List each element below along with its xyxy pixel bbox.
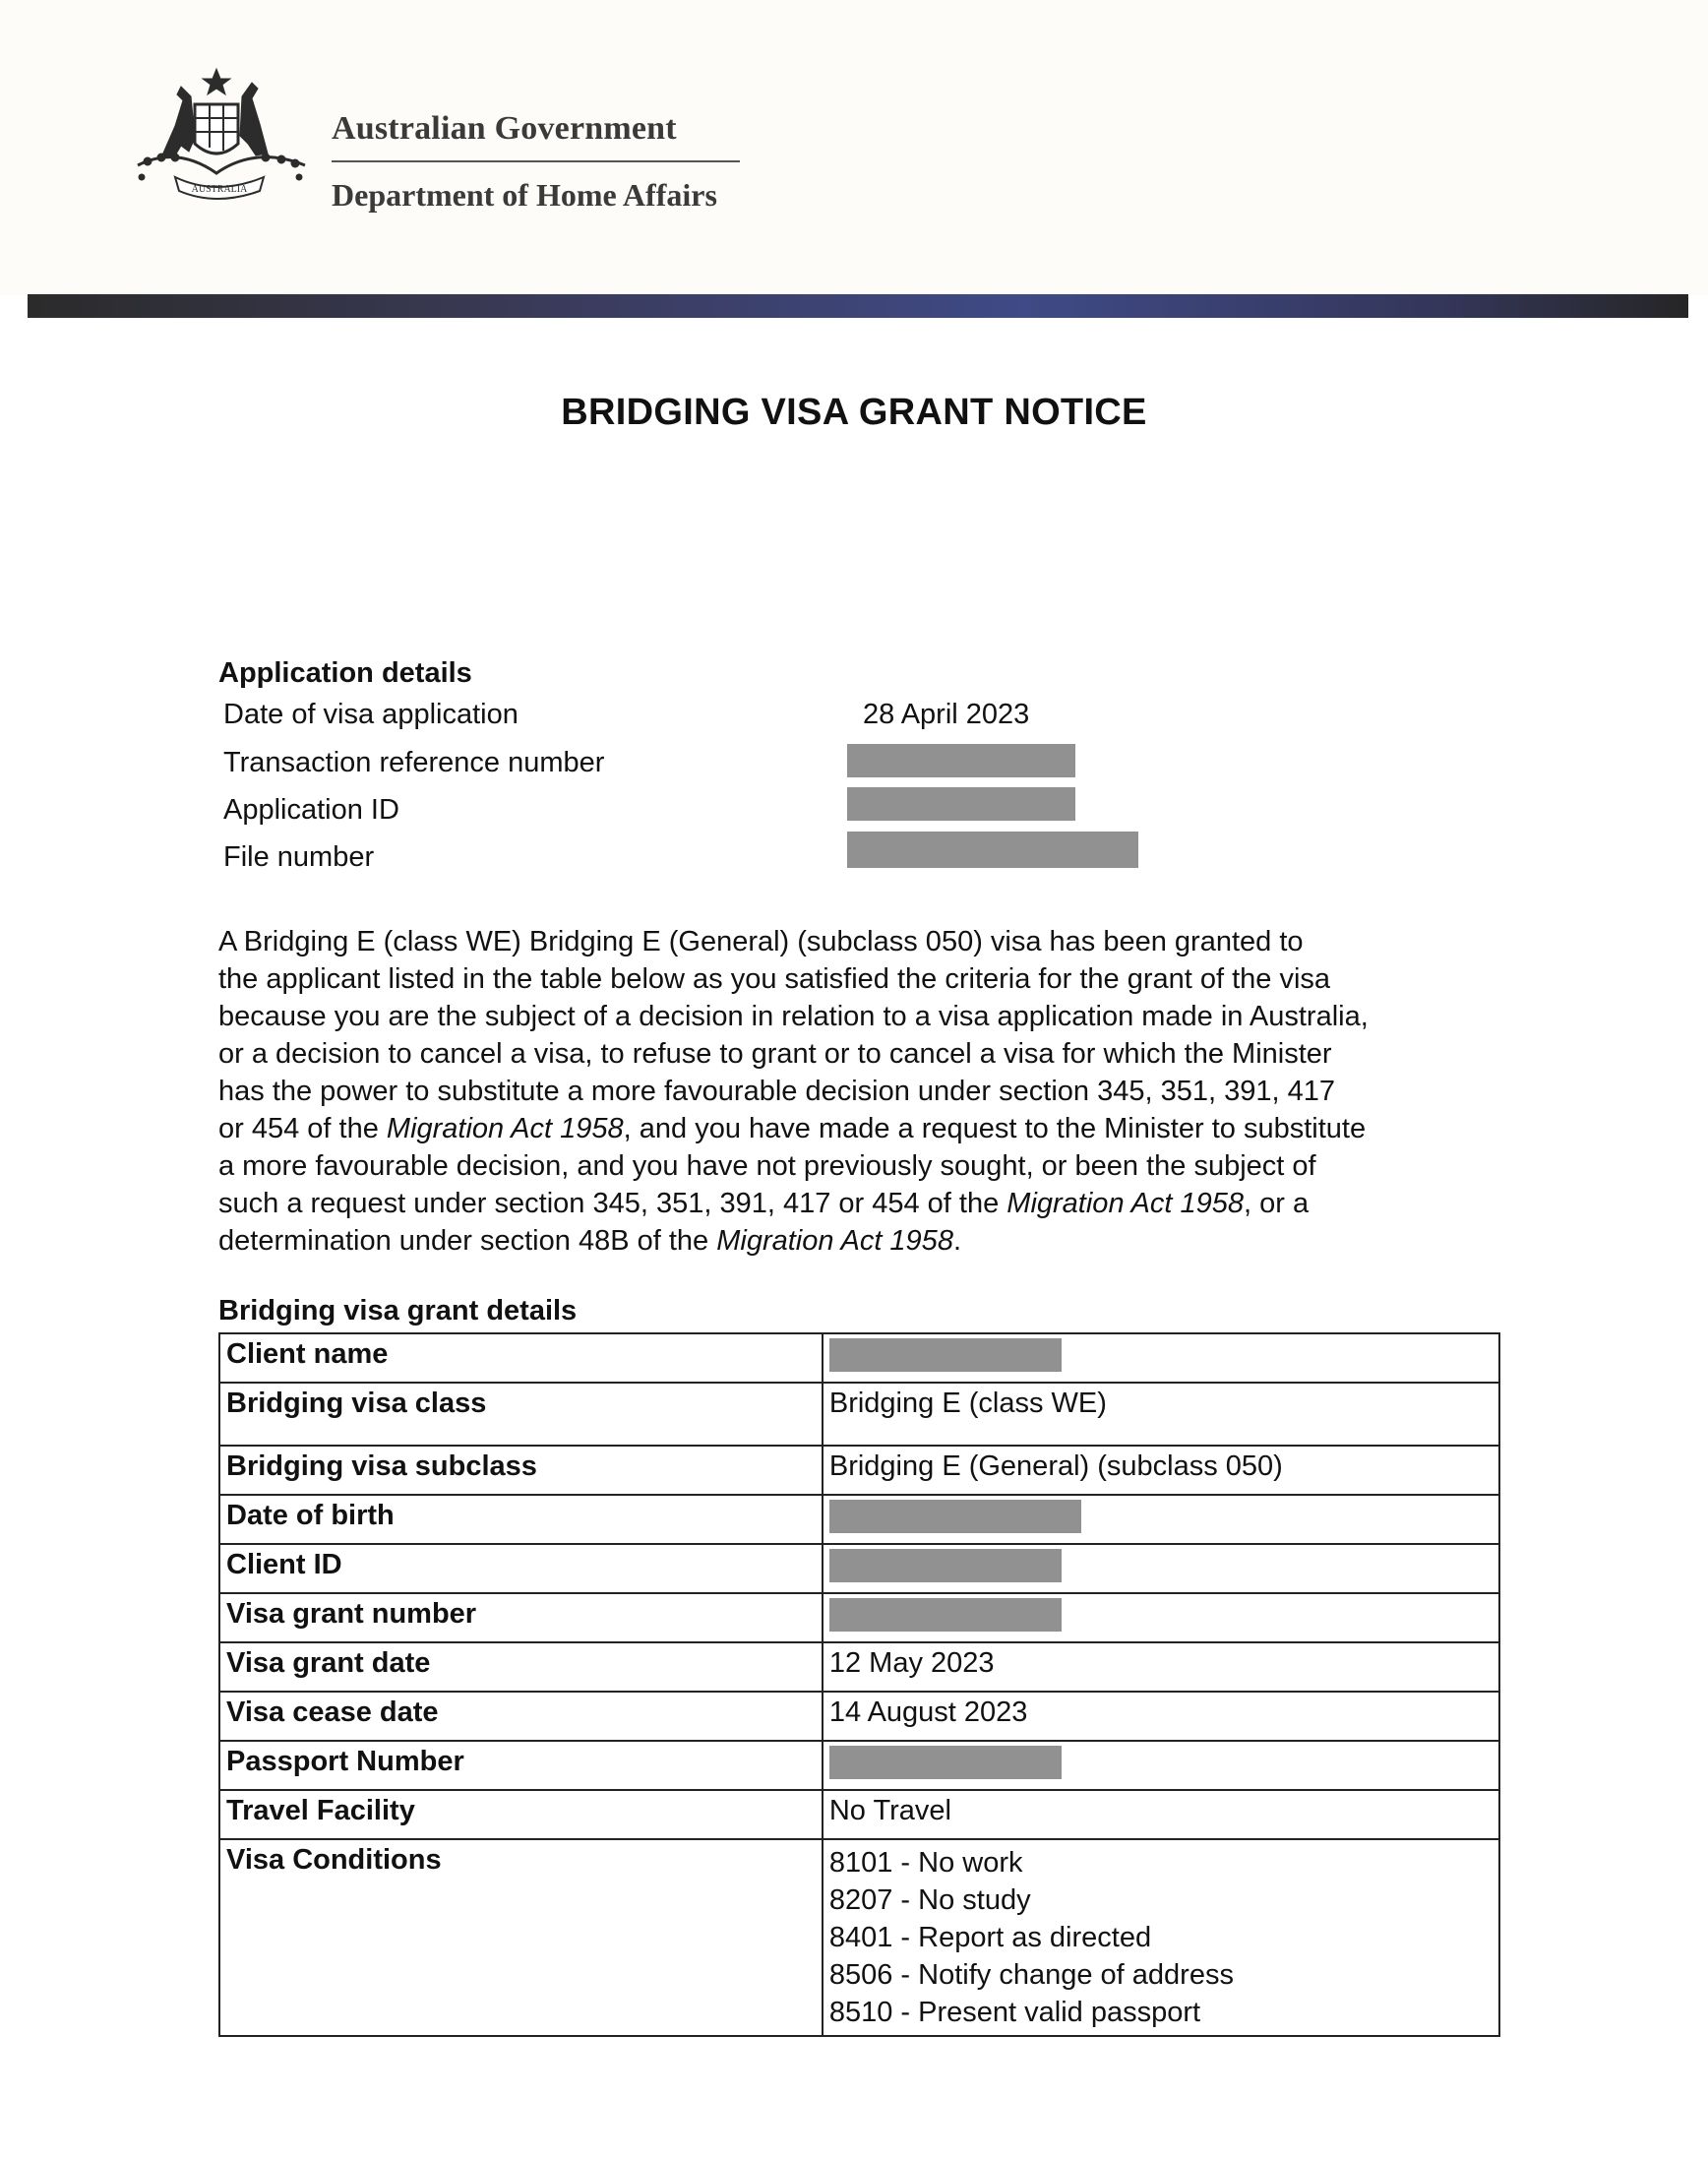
table-row (219, 1383, 1499, 1446)
client-name-label: Client name (219, 1333, 823, 1383)
passport-number-label: Passport Number (219, 1741, 823, 1790)
transaction-reference-label: Transaction reference number (223, 747, 605, 778)
paragraph-line: determination under section 48B of the Migration Act 1958. (218, 1225, 962, 1257)
act-citation: Migration Act 1958 (386, 1113, 624, 1144)
visa-condition-item: 8401 - Report as directed (828, 1922, 1152, 1953)
paragraph-line: such a request under section 345, 351, 391, 417 or 454 of the Migration Act 1958, or a (218, 1188, 1310, 1219)
grant-explanation-paragraph (218, 923, 1517, 1260)
visa-subclass-value: Bridging E (General) (subclass 050) (823, 1446, 1499, 1495)
table-row (219, 1495, 1499, 1544)
visa-conditions-list (823, 1839, 1499, 2036)
coat-of-arms-logo (118, 67, 325, 219)
client-id-label: Client ID (219, 1544, 823, 1593)
date-of-birth-label: Date of birth (219, 1495, 823, 1544)
travel-facility-value: No Travel (823, 1790, 1499, 1839)
redacted-client-name (829, 1338, 1062, 1372)
redacted-application-id (847, 787, 1075, 821)
grant-details-heading: Bridging visa grant details (218, 1295, 578, 1326)
visa-condition-item: 8506 - Notify change of address (828, 1959, 1234, 1991)
paragraph-line: has the power to substitute a more favourable decision under section 345, 351, 391, 417 (218, 1076, 1335, 1107)
visa-conditions-label: Visa Conditions (219, 1839, 823, 2036)
visa-grant-date-label: Visa grant date (219, 1642, 823, 1692)
header-banner-bar (28, 294, 1688, 318)
paragraph-line: the applicant listed in the table below as you satisfied the criteria for the grant of the visa (218, 963, 1331, 995)
letterhead (0, 0, 1708, 295)
visa-cease-date-value: 14 August 2023 (823, 1692, 1499, 1741)
travel-facility-label: Travel Facility (219, 1790, 823, 1839)
visa-subclass-label: Bridging visa subclass (219, 1446, 823, 1495)
visa-class-value: Bridging E (class WE) (823, 1383, 1499, 1446)
visa-condition-item: 8101 - No work (828, 1847, 1023, 1879)
act-citation: Migration Act 1958 (1006, 1188, 1245, 1219)
visa-condition-item: 8207 - No study (828, 1884, 1031, 1916)
visa-cease-date-label: Visa cease date (219, 1692, 823, 1741)
file-number-label: File number (223, 841, 375, 873)
visa-condition-item: 8510 - Present valid passport (828, 1997, 1201, 2028)
svg-text:AUSTRALIA: AUSTRALIA (191, 184, 248, 195)
visa-grant-number-label: Visa grant number (219, 1593, 823, 1642)
date-of-application-label: Date of visa application (223, 699, 518, 730)
table-row (219, 1333, 1499, 1383)
table-row (219, 1790, 1499, 1839)
date-of-application-value: 28 April 2023 (863, 699, 1030, 730)
paragraph-line: A Bridging E (class WE) Bridging E (General) (subclass 050) visa has been granted to (218, 926, 1304, 957)
act-citation: Migration Act 1958 (716, 1225, 953, 1257)
redacted-visa-grant-number (829, 1598, 1062, 1632)
redacted-transaction-reference (847, 744, 1075, 777)
application-details-heading: Application details (218, 657, 472, 689)
visa-class-label: Bridging visa class (219, 1383, 823, 1446)
table-row (219, 1839, 1499, 2036)
application-id-label: Application ID (223, 794, 399, 826)
table-row (219, 1544, 1499, 1593)
paragraph-line: because you are the subject of a decision in relation to a visa application made in Australia, (218, 1001, 1369, 1032)
government-name: Australian Government (332, 110, 677, 147)
visa-grant-date-value: 12 May 2023 (823, 1642, 1499, 1692)
table-row (219, 1741, 1499, 1790)
grant-details-table (218, 1332, 1500, 2037)
redacted-passport-number (829, 1746, 1062, 1779)
redacted-date-of-birth (829, 1500, 1081, 1533)
letterhead-divider (332, 160, 740, 162)
paragraph-line: or 454 of the Migration Act 1958, and you have made a request to the Minister to substitute (218, 1113, 1367, 1144)
table-row (219, 1593, 1499, 1642)
table-row (219, 1692, 1499, 1741)
document-title: BRIDGING VISA GRANT NOTICE (561, 392, 1147, 433)
department-name: Department of Home Affairs (332, 177, 717, 213)
redacted-file-number (847, 832, 1138, 868)
table-row (219, 1642, 1499, 1692)
table-row (219, 1446, 1499, 1495)
paragraph-line: or a decision to cancel a visa, to refuse to grant or to cancel a visa for which the Minister (218, 1038, 1332, 1070)
redacted-client-id (829, 1549, 1062, 1582)
paragraph-line: a more favourable decision, and you have not previously sought, or been the subject of (218, 1150, 1316, 1182)
